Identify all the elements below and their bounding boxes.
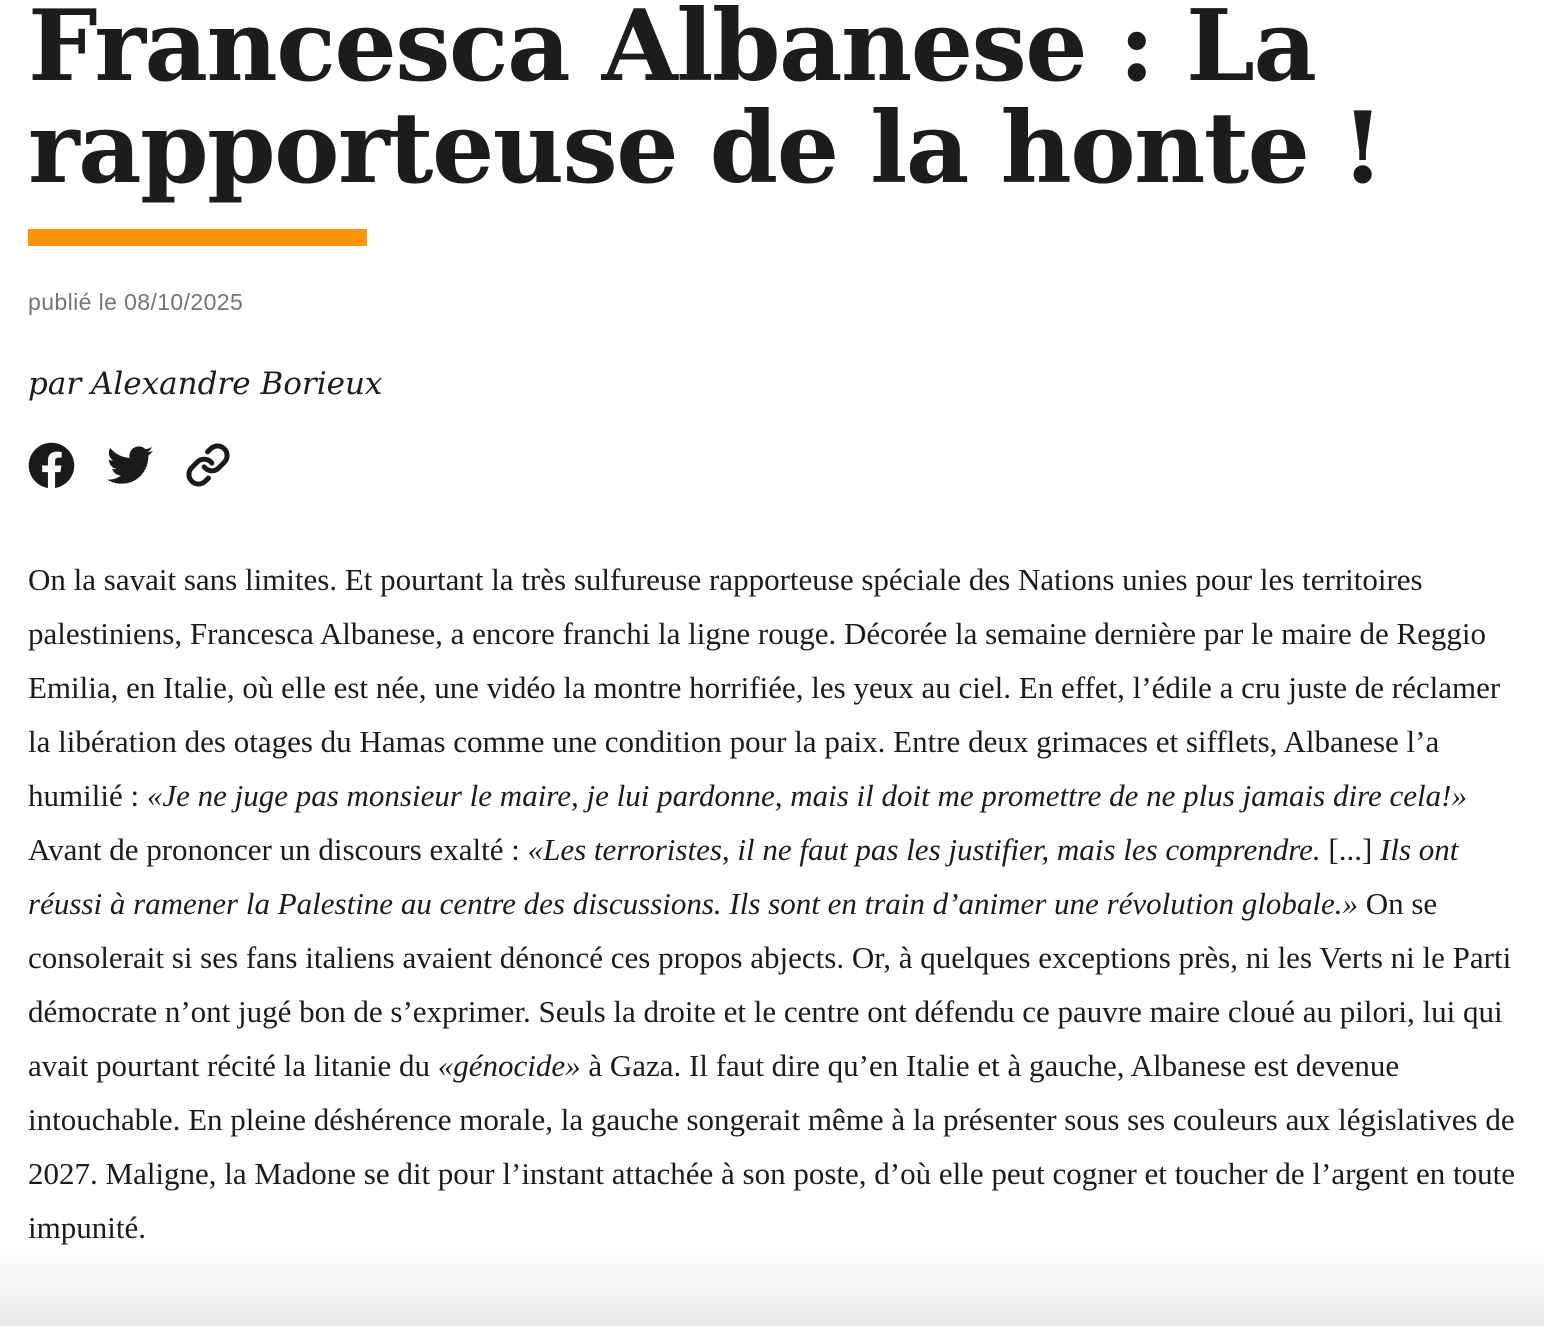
twitter-share-button[interactable] bbox=[107, 442, 153, 488]
article-body bbox=[28, 553, 1517, 1255]
bottom-fade-gradient bbox=[0, 1246, 1544, 1326]
copy-link-button[interactable] bbox=[185, 442, 231, 488]
body-segment: On se consolerait si ses fans italiens avaient dénoncé ces propos abjects. Or, à quelques exceptions près, ni les Verts ni le Parti démocrate n’ont jugé bon de s’exprimer. Seuls la droite et le centre ont défendu ce pauvre maire cloué au pilori, lui qui avait pourtant récité la litanie du bbox=[28, 885, 1512, 1083]
article-title-line-1: Francesca Albanese : La bbox=[28, 0, 1316, 104]
body-segment: «Je ne juge pas monsieur le maire, je lui pardonne, mais il doit me promettre de ne plus jamais dire cela!» bbox=[146, 777, 1467, 813]
author-byline: par Alexandre Borieux bbox=[28, 365, 383, 402]
body-segment: «Les terroristes, il ne faut pas les justifier, mais les comprendre. bbox=[527, 831, 1321, 867]
facebook-share-button[interactable] bbox=[28, 442, 75, 489]
body-segment: Avant de prononcer un discours exalté : bbox=[28, 831, 528, 867]
body-segment: à Gaza. Il faut dire qu’en Italie et à gauche, Albanese est devenue intouchable. En pleine déshérence morale, la gauche songerait même à la présenter sous ses couleurs aux législatives de 2027. Maligne, la Madone se dit pour l’instant attachée à son poste, d’où elle peut cogner et toucher de l’argent en toute impunité. bbox=[28, 1047, 1515, 1245]
body-segment: Ils ont réussi à ramener la Palestine au centre des discussions. Ils sont en train d’animer une révolution globale.» bbox=[28, 831, 1459, 921]
publish-date: publié le 08/10/2025 bbox=[28, 288, 244, 315]
body-segment: On la savait sans limites. Et pourtant la très sulfureuse rapporteuse spéciale des Nations unies pour les territoires palestiniens, Francesca Albanese, a encore franchi la ligne rouge. Décorée la semaine dernière par le maire de Reggio Emilia, en Italie, où elle est née, une vidéo la montre horrifiée, les yeux au ciel. En effet, l’édile a cru juste de réclamer la libération des otages du Hamas comme une condition pour la paix. Entre deux grimaces et sifflets, Albanese l’a humilié : bbox=[28, 561, 1501, 813]
title-accent-bar bbox=[28, 229, 367, 246]
twitter-icon bbox=[107, 442, 153, 488]
body-segment: «génocide» bbox=[437, 1047, 581, 1083]
link-icon bbox=[185, 442, 231, 488]
body-segment: [...] bbox=[1320, 831, 1381, 867]
article-title bbox=[28, 0, 1517, 206]
share-bar bbox=[28, 442, 1517, 489]
facebook-icon bbox=[28, 442, 75, 489]
article-title-line-2: rapporteuse de la honte ! bbox=[28, 90, 1383, 206]
